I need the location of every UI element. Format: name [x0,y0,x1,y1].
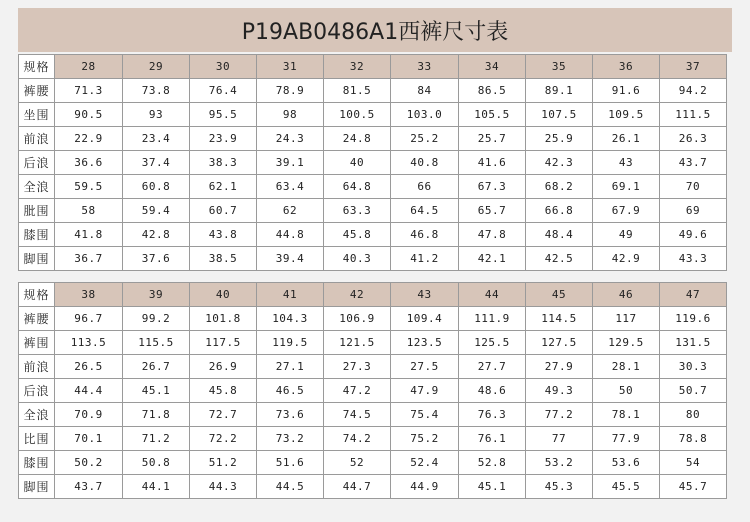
measurement-value: 119.6 [660,307,727,331]
measurement-value: 86.5 [459,79,526,103]
measurement-value: 44.9 [391,475,459,499]
measurement-value: 121.5 [324,331,391,355]
measurement-value: 39.4 [257,247,324,271]
measurement-value: 76.1 [459,427,526,451]
size-header-cell: 30 [190,55,257,79]
measurement-value: 64.8 [324,175,391,199]
measurement-value: 52.4 [391,451,459,475]
measurement-value: 101.8 [190,307,257,331]
size-header-row [19,283,727,307]
measurement-value: 36.7 [55,247,123,271]
measurement-value: 51.6 [257,451,324,475]
measurement-value: 49.6 [660,223,727,247]
measurement-label: 全浪 [19,175,55,199]
measurement-value: 38.5 [190,247,257,271]
measurement-value: 44.8 [257,223,324,247]
measurement-row [19,151,727,175]
measurement-value: 45.5 [593,475,660,499]
measurement-value: 90.5 [55,103,123,127]
measurement-row [19,247,727,271]
measurement-value: 93 [123,103,190,127]
measurement-value: 41.8 [55,223,123,247]
measurement-value: 24.3 [257,127,324,151]
measurement-value: 94.2 [660,79,727,103]
measurement-label: 全浪 [19,403,55,427]
size-header-cell: 33 [391,55,459,79]
measurement-value: 69 [660,199,727,223]
measurement-value: 27.3 [324,355,391,379]
measurement-value: 72.2 [190,427,257,451]
measurement-value: 45.1 [123,379,190,403]
measurement-value: 62.1 [190,175,257,199]
measurement-value: 73.2 [257,427,324,451]
measurement-value: 131.5 [660,331,727,355]
measurement-value: 44.1 [123,475,190,499]
measurement-value: 111.9 [459,307,526,331]
measurement-value: 43.8 [190,223,257,247]
measurement-value: 58 [55,199,123,223]
measurement-value: 23.9 [190,127,257,151]
measurement-value: 75.2 [391,427,459,451]
measurement-value: 109.4 [391,307,459,331]
measurement-value: 91.6 [593,79,660,103]
measurement-value: 26.5 [55,355,123,379]
measurement-value: 27.7 [459,355,526,379]
measurement-value: 25.9 [526,127,593,151]
measurement-value: 60.8 [123,175,190,199]
measurement-value: 26.1 [593,127,660,151]
measurement-row [19,307,727,331]
measurement-label: 裤腰 [19,79,55,103]
measurement-value: 111.5 [660,103,727,127]
size-header-cell: 37 [660,55,727,79]
measurement-value: 44.7 [324,475,391,499]
size-header-cell: 43 [391,283,459,307]
measurement-value: 70.1 [55,427,123,451]
measurement-label: 肶围 [19,199,55,223]
measurement-value: 76.4 [190,79,257,103]
measurement-value: 63.4 [257,175,324,199]
measurement-value: 26.3 [660,127,727,151]
measurement-value: 78.1 [593,403,660,427]
size-header-cell: 39 [123,283,190,307]
measurement-row [19,475,727,499]
measurement-value: 119.5 [257,331,324,355]
measurement-value: 45.8 [190,379,257,403]
measurement-value: 49.3 [526,379,593,403]
size-header-label: 规格 [19,55,55,79]
size-table-2 [18,282,727,499]
measurement-label: 裤围 [19,331,55,355]
size-header-cell: 32 [324,55,391,79]
measurement-value: 48.4 [526,223,593,247]
size-header-cell: 46 [593,283,660,307]
measurement-value: 53.6 [593,451,660,475]
measurement-label: 裤腰 [19,307,55,331]
size-header-cell: 36 [593,55,660,79]
measurement-value: 63.3 [324,199,391,223]
measurement-row [19,223,727,247]
size-header-cell: 45 [526,283,593,307]
measurement-row [19,103,727,127]
measurement-value: 47.9 [391,379,459,403]
measurement-value: 27.9 [526,355,593,379]
page-title: P19AB0486A1西裤尺寸表 [18,8,732,52]
measurement-row [19,199,727,223]
measurement-value: 99.2 [123,307,190,331]
measurement-value: 25.7 [459,127,526,151]
measurement-value: 43.7 [660,151,727,175]
measurement-value: 41.6 [459,151,526,175]
measurement-value: 26.7 [123,355,190,379]
measurement-value: 43.3 [660,247,727,271]
measurement-value: 96.7 [55,307,123,331]
size-header-cell: 44 [459,283,526,307]
measurement-row [19,331,727,355]
measurement-value: 74.2 [324,427,391,451]
measurement-value: 80 [660,403,727,427]
measurement-value: 125.5 [459,331,526,355]
measurement-value: 41.2 [391,247,459,271]
measurement-value: 77 [526,427,593,451]
size-header-row [19,55,727,79]
measurement-value: 25.2 [391,127,459,151]
size-header-cell: 34 [459,55,526,79]
measurement-value: 53.2 [526,451,593,475]
measurement-row [19,355,727,379]
measurement-value: 106.9 [324,307,391,331]
measurement-label: 后浪 [19,151,55,175]
measurement-value: 42.3 [526,151,593,175]
measurement-value: 71.8 [123,403,190,427]
measurement-label: 脚围 [19,247,55,271]
measurement-value: 89.1 [526,79,593,103]
measurement-value: 69.1 [593,175,660,199]
measurement-value: 54 [660,451,727,475]
measurement-value: 27.1 [257,355,324,379]
measurement-value: 42.1 [459,247,526,271]
size-header-cell: 41 [257,283,324,307]
measurement-value: 114.5 [526,307,593,331]
size-header-cell: 47 [660,283,727,307]
measurement-value: 115.5 [123,331,190,355]
measurement-value: 75.4 [391,403,459,427]
measurement-value: 117 [593,307,660,331]
measurement-value: 30.3 [660,355,727,379]
measurement-value: 71.2 [123,427,190,451]
measurement-row [19,175,727,199]
measurement-value: 127.5 [526,331,593,355]
measurement-value: 50.8 [123,451,190,475]
measurement-label: 比围 [19,427,55,451]
measurement-value: 59.4 [123,199,190,223]
measurement-value: 22.9 [55,127,123,151]
measurement-value: 70 [660,175,727,199]
measurement-value: 77.2 [526,403,593,427]
measurement-value: 67.3 [459,175,526,199]
measurement-value: 104.3 [257,307,324,331]
measurement-value: 28.1 [593,355,660,379]
measurement-value: 98 [257,103,324,127]
measurement-value: 51.2 [190,451,257,475]
measurement-value: 44.4 [55,379,123,403]
size-header-cell: 31 [257,55,324,79]
measurement-value: 52 [324,451,391,475]
measurement-value: 44.3 [190,475,257,499]
measurement-value: 47.2 [324,379,391,403]
measurement-value: 45.8 [324,223,391,247]
measurement-value: 45.1 [459,475,526,499]
measurement-value: 109.5 [593,103,660,127]
size-header-label: 规格 [19,283,55,307]
measurement-label: 后浪 [19,379,55,403]
measurement-label: 脚围 [19,475,55,499]
measurement-value: 47.8 [459,223,526,247]
measurement-value: 73.8 [123,79,190,103]
measurement-value: 76.3 [459,403,526,427]
measurement-value: 48.6 [459,379,526,403]
measurement-label: 膝围 [19,451,55,475]
measurement-value: 24.8 [324,127,391,151]
measurement-value: 77.9 [593,427,660,451]
measurement-value: 45.7 [660,475,727,499]
measurement-value: 78.9 [257,79,324,103]
measurement-label: 前浪 [19,127,55,151]
measurement-value: 42.5 [526,247,593,271]
measurement-row [19,79,727,103]
size-header-cell: 28 [55,55,123,79]
measurement-row [19,127,727,151]
measurement-value: 49 [593,223,660,247]
measurement-value: 78.8 [660,427,727,451]
measurement-value: 129.5 [593,331,660,355]
measurement-value: 43 [593,151,660,175]
measurement-value: 39.1 [257,151,324,175]
size-header-cell: 40 [190,283,257,307]
measurement-row [19,451,727,475]
measurement-value: 64.5 [391,199,459,223]
size-header-cell: 35 [526,55,593,79]
measurement-label: 前浪 [19,355,55,379]
measurement-value: 50 [593,379,660,403]
measurement-value: 68.2 [526,175,593,199]
measurement-value: 36.6 [55,151,123,175]
size-header-cell: 29 [123,55,190,79]
measurement-value: 123.5 [391,331,459,355]
measurement-value: 117.5 [190,331,257,355]
measurement-value: 46.8 [391,223,459,247]
measurement-value: 74.5 [324,403,391,427]
measurement-value: 81.5 [324,79,391,103]
measurement-value: 66 [391,175,459,199]
measurement-row [19,403,727,427]
measurement-value: 65.7 [459,199,526,223]
measurement-row [19,379,727,403]
measurement-value: 40.3 [324,247,391,271]
measurement-value: 95.5 [190,103,257,127]
measurement-value: 40.8 [391,151,459,175]
measurement-value: 50.7 [660,379,727,403]
measurement-value: 43.7 [55,475,123,499]
measurement-value: 100.5 [324,103,391,127]
measurement-label: 坐围 [19,103,55,127]
measurement-label: 膝围 [19,223,55,247]
measurement-value: 70.9 [55,403,123,427]
size-header-cell: 38 [55,283,123,307]
measurement-value: 84 [391,79,459,103]
measurement-value: 60.7 [190,199,257,223]
size-header-cell: 42 [324,283,391,307]
measurement-value: 113.5 [55,331,123,355]
size-table-1 [18,54,727,271]
measurement-value: 71.3 [55,79,123,103]
measurement-value: 45.3 [526,475,593,499]
measurement-value: 73.6 [257,403,324,427]
measurement-value: 37.6 [123,247,190,271]
measurement-value: 27.5 [391,355,459,379]
measurement-value: 103.0 [391,103,459,127]
measurement-value: 42.8 [123,223,190,247]
measurement-value: 50.2 [55,451,123,475]
measurement-value: 72.7 [190,403,257,427]
measurement-value: 23.4 [123,127,190,151]
measurement-value: 44.5 [257,475,324,499]
measurement-value: 107.5 [526,103,593,127]
measurement-value: 62 [257,199,324,223]
measurement-row [19,427,727,451]
measurement-value: 46.5 [257,379,324,403]
measurement-value: 38.3 [190,151,257,175]
measurement-value: 40 [324,151,391,175]
measurement-value: 26.9 [190,355,257,379]
measurement-value: 66.8 [526,199,593,223]
measurement-value: 105.5 [459,103,526,127]
measurement-value: 42.9 [593,247,660,271]
measurement-value: 37.4 [123,151,190,175]
measurement-value: 67.9 [593,199,660,223]
measurement-value: 52.8 [459,451,526,475]
measurement-value: 59.5 [55,175,123,199]
